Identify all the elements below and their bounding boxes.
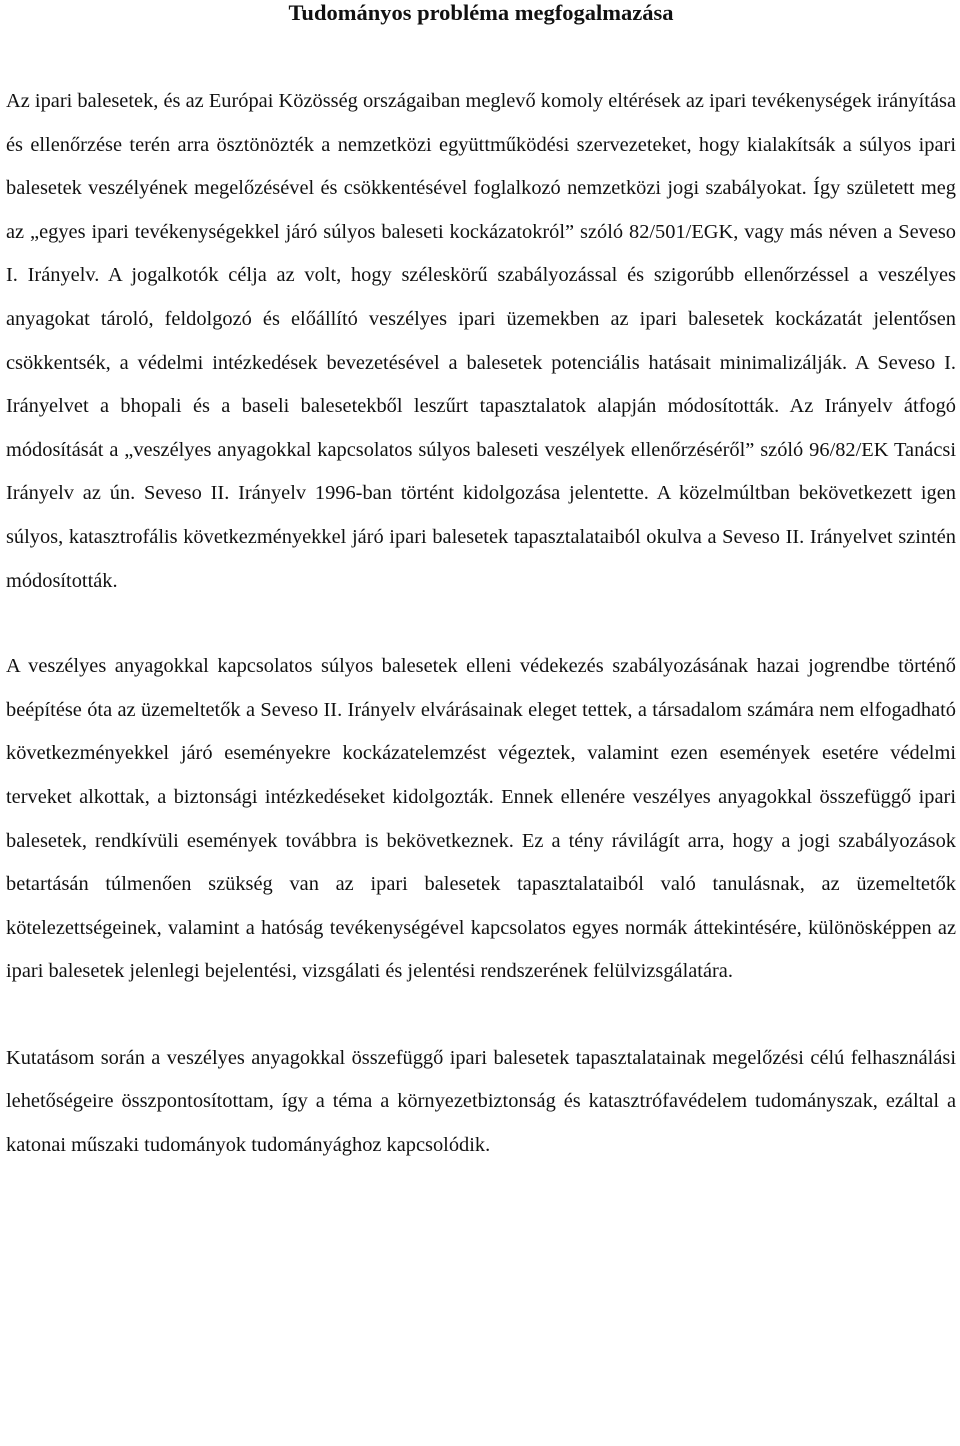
document-title: Tudományos probléma megfogalmazása xyxy=(288,0,674,25)
paragraph-1: Az ipari balesetek, és az Európai Közösség országaiban meglevő komoly eltérések az ipari tevékenységek irányítása és ellenőrzése terén arra ösztönözték a nemzetközi együttműködési szervezeteket, hogy kialakítsák a súlyos ipari balesetek veszélyének megelőzésével és csökkentésével foglalkozó nemzetközi jogi szabályokat. Így született meg az „egyes ipari tevékenységekkel járó súlyos baleseti kockázatokról” szóló 82/501/EGK, vagy más néven a Seveso I. Irányelv. A jogalkotók célja az volt, hogy széleskörű szabályozással és szigorúbb ellenőrzéssel a veszélyes anyagokat tároló, feldolgozó és előállító veszélyes ipari üzemekben az ipari balesetek kockázatát jelentősen csökkentsék, a védelmi intézkedések bevezetésével a balesetek potenciális hatásait minimalizálják. A Seveso I. Irányelvet a bhopali és a baseli balesetekből leszűrt tapasztalatok alapján módosították. Az Irányelv átfogó módosítását a „veszélyes anyagokkal kapcsolatos súlyos baleseti veszélyek ellenőrzéséről” szóló 96/82/EK Tanácsi Irányelv az ún. Seveso II. Irányelv 1996-ban történt kidolgozása jelentette. A közelmúltban bekövetkezett igen súlyos, katasztrofális következményekkel járó ipari balesetek tapasztalataiból okulva a Seveso II. Irányelvet szintén módosították. xyxy=(6,90,956,592)
paragraph-2: A veszélyes anyagokkal kapcsolatos súlyos balesetek elleni védekezés szabályozásának hazai jogrendbe történő beépítése óta az üzemeltetők a Seveso II. Irányelv elvárásainak eleget tettek, a társadalom számára nem elfogadható következményekkel járó eseményekre kockázatelemzést végeztek, valamint ezen események esetére védelmi terveket alkottak, a biztonsági intézkedéseket kidolgozták. Ennek ellenére veszélyes anyagokkal összefüggő ipari balesetek, rendkívüli események továbbra is bekövetkeznek. Ez a tény rávilágít arra, hogy a jogi szabályozások betartásán túlmenően szükség van az ipari balesetek tapasztalataiból való tanulásnak, az üzemeltetők kötelezettségeinek, valamint a hatóság tevékenységével kapcsolatos egyes normák áttekintésére, különösképpen az ipari balesetek jelenlegi bejelentési, vizsgálati és jelentési rendszerének felülvizsgálatára. xyxy=(6,655,956,983)
paragraph-3: Kutatásom során a veszélyes anyagokkal összefüggő ipari balesetek tapasztalatainak megelőzési célú felhasználási lehetőségeire összpontosítottam, így a téma a környezetbiztonság és katasztrófavédelem tudományszak, ezáltal a katonai műszaki tudományok tudományághoz kapcsolódik. xyxy=(6,1046,956,1157)
